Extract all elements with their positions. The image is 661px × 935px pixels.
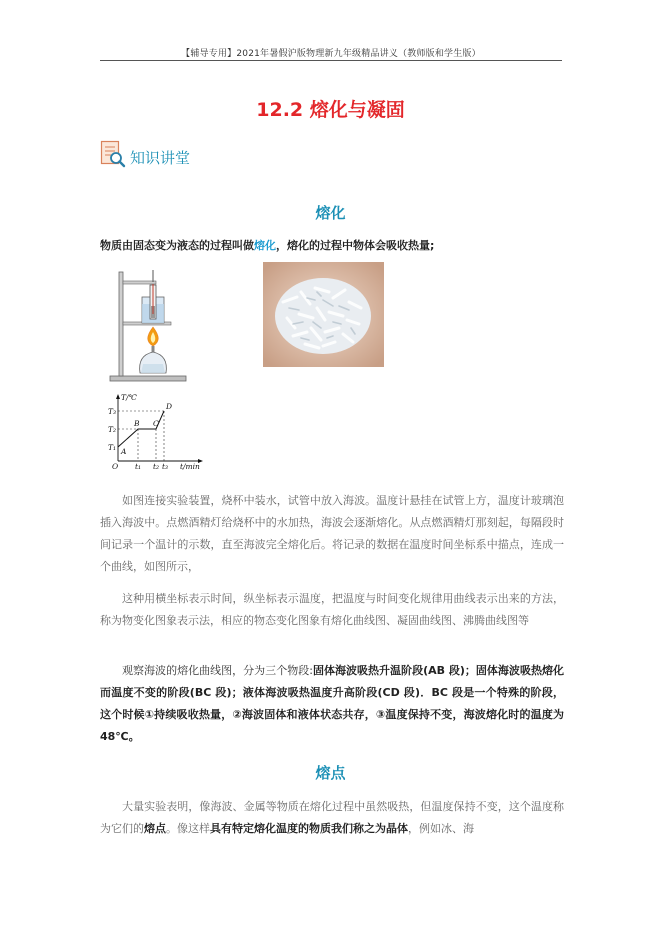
graph-label-C: C <box>153 419 159 428</box>
graph-label-t2: t₂ <box>153 462 160 471</box>
definition-term: 熔化 <box>254 239 276 252</box>
graph-label-t3: t₃ <box>162 462 169 471</box>
graph-label-y-axis: T/℃ <box>121 393 137 402</box>
crystals-photo <box>263 262 384 367</box>
header-rule <box>100 60 562 61</box>
paragraph-curve-analysis-bold: 固体海波吸热升温阶段(AB 段)；固体海波吸热熔化而温度不变的阶段(BC 段)；液体海波吸热温度升高阶段(CD 段)．BC 段是一个特殊的阶段，这个时候①持续吸收热量，②海波固体和液体状态共存，③温度保持不变，海波熔化时的温度为 48℃。 <box>100 664 564 743</box>
paragraph-curve-analysis-intro: 观察海波的熔化曲线图，分为三个物段: <box>122 664 313 677</box>
page-header: 【辅导专用】2021年暑假沪版物理新九年级精品讲义（教师版和学生版） <box>181 49 481 59</box>
paragraph-experiment-text: 如图连接实验装置，烧杯中装水，试管中放入海波。温度计悬挂在试管上方，温度计玻璃泡插入海波中。点燃酒精灯给烧杯中的水加热，海波会逐渐熔化。从点燃酒精灯那刻起，每隔段时间记录一个温计的示数，直至海波完全熔化后。将记录的数据在温度时间坐标系中描点，连成一个曲线，如图所示， <box>100 494 564 573</box>
graph-curve <box>118 411 164 447</box>
paragraph-melting-point-text3: ，例如冰、海 <box>408 822 474 835</box>
graph-label-origin: O <box>112 462 119 471</box>
paragraph-melting-point-bold: 具有特定熔化温度的物质我们称之为晶体 <box>210 822 408 835</box>
paragraph-curve-analysis <box>100 660 564 748</box>
subheading-melting-point: 熔点 <box>315 764 346 782</box>
subheading-melting: 熔化 <box>315 204 346 222</box>
graph-label-T2: T₂ <box>108 425 117 434</box>
paragraph-graph-method-text: 这种用横坐标表示时间，纵坐标表示温度，把温度与时间变化规律用曲线表示出来的方法，称为物变化图象表示法，相应的物态变化图象有熔化曲线图、凝固曲线图、沸腾曲线图等 <box>100 592 564 627</box>
graph-label-T3: T₃ <box>108 407 117 416</box>
paragraph-melting-point-term: 熔点 <box>144 822 166 835</box>
section-label: 知识讲堂 <box>130 148 191 167</box>
definition-text-before: 物质由固态变为液态的过程叫做 <box>100 239 254 252</box>
paragraph-graph-method <box>100 588 564 632</box>
melting-curve-graph <box>104 391 214 471</box>
doc-title: 12.2 熔化与凝固 <box>256 99 405 121</box>
definition-line <box>100 237 570 253</box>
paragraph-melting-point-text2: 。像这样 <box>166 822 210 835</box>
graph-label-t1: t₁ <box>135 462 142 471</box>
definition-text-after: ，熔化的过程中物体会吸收热量; <box>276 239 435 252</box>
section-heading <box>100 139 190 169</box>
notebook-magnifier-icon <box>100 140 126 168</box>
paragraph-melting-point <box>100 796 564 840</box>
paragraph-melting-point-text1: 大量实验表明，像海波、金属等物质在熔化过程中虽然吸热，但温度保持不变，这个温度称为它们的 <box>100 800 564 835</box>
graph-label-x-axis: t/min <box>180 462 200 471</box>
graph-label-D: D <box>166 402 173 411</box>
graph-label-B: B <box>134 419 140 428</box>
graph-label-A: A <box>121 447 127 456</box>
paragraph-experiment <box>100 490 564 578</box>
apparatus-illustration <box>108 268 193 383</box>
graph-label-T1: T₁ <box>108 443 117 452</box>
